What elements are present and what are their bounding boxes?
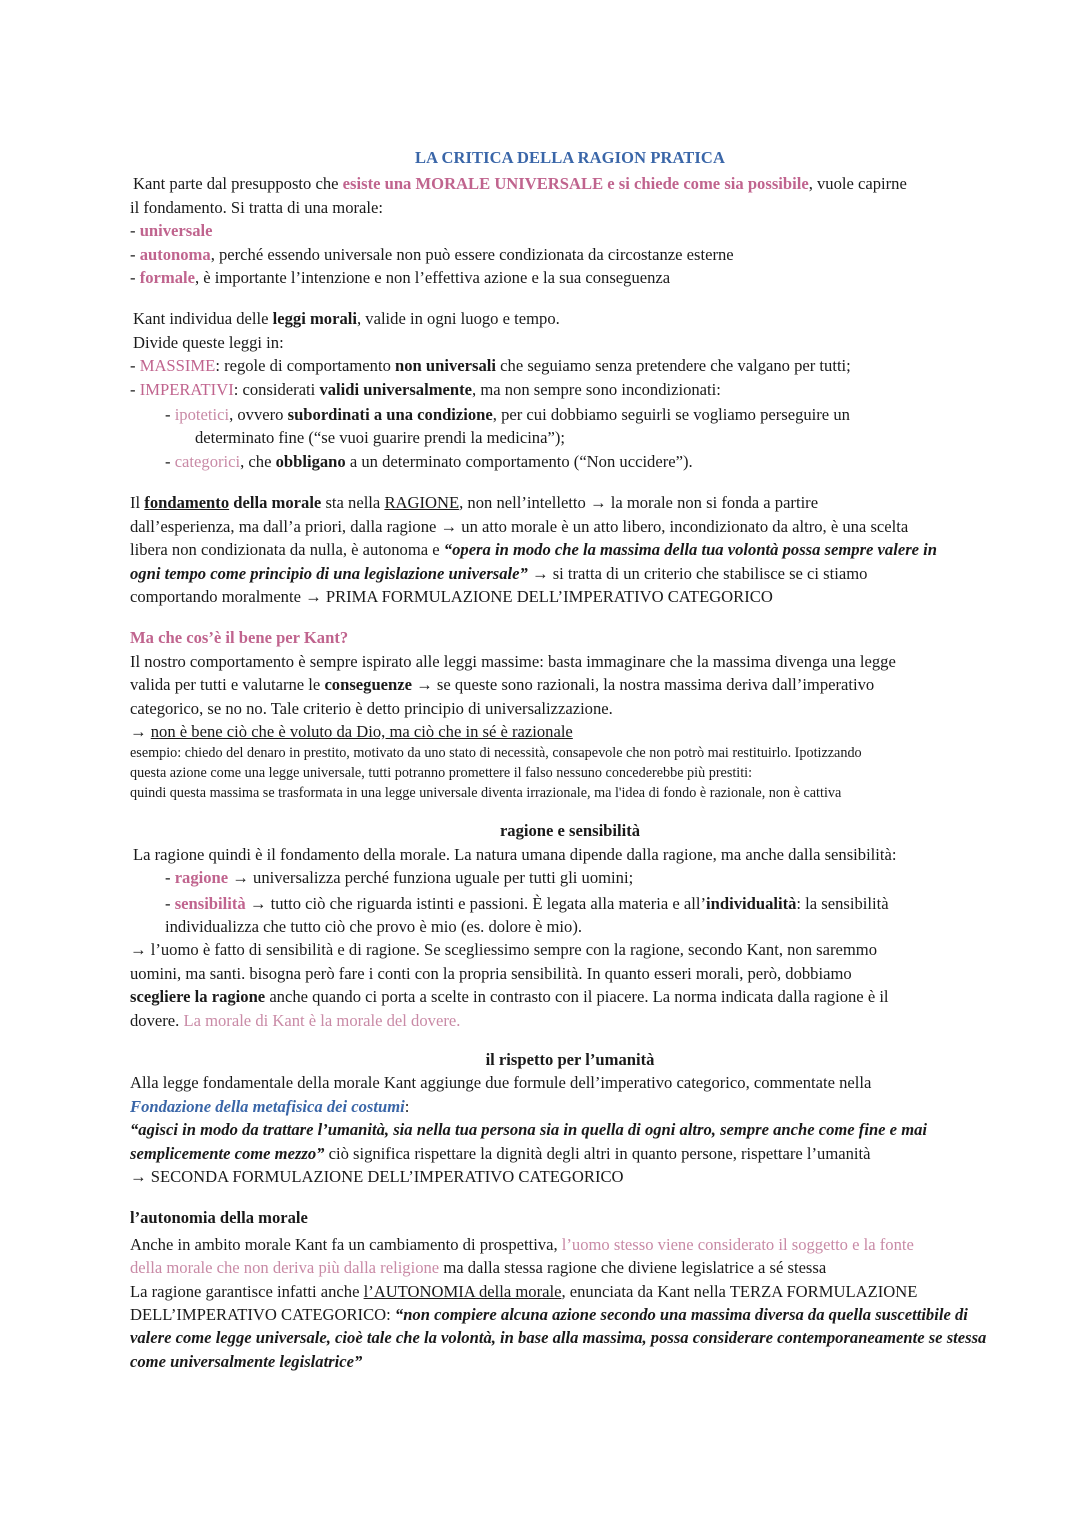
paragraph-line xyxy=(130,985,1010,1008)
paragraph-line: Il nostro comportamento è sempre ispirato alle leggi massime: basta immaginare che la massima divenga una legge xyxy=(130,651,896,671)
section-heading: ragione e sensibilità xyxy=(499,821,641,841)
highlight-text: l’uomo stesso viene considerato il soggetto e la fonte xyxy=(561,1234,914,1254)
list-item: - IMPERATIVI: considerati validi universalmente, ma non sempre sono incondizionati: xyxy=(130,379,721,399)
paragraph-line: categorico, se no no. Tale criterio è detto principio di universalizzazione. xyxy=(130,698,613,718)
text: : la sensibilità xyxy=(796,893,889,913)
text: Anche in ambito morale Kant fa un cambiamento di prospettiva, xyxy=(130,1234,562,1254)
document-page xyxy=(130,146,1010,1373)
keyword: formale xyxy=(139,268,195,288)
keyword: MASSIME xyxy=(139,356,216,376)
paragraph-line xyxy=(130,1280,1010,1303)
underlined-bold: fondamento xyxy=(144,493,230,513)
highlight-text: della morale che non deriva più dalla religione xyxy=(130,1258,440,1278)
text: → universalizza perché funziona uguale per tutti gli uomini; xyxy=(228,868,634,888)
text: , valide in ogni luogo e tempo. xyxy=(356,309,560,329)
text: , è importante l’intenzione e non l’effettiva azione e la sua conseguenza xyxy=(194,268,671,288)
paragraph-line xyxy=(130,673,1010,696)
text: dovere. xyxy=(130,1010,184,1030)
underlined-text: RAGIONE xyxy=(384,493,460,513)
text: : regole di comportamento xyxy=(215,356,396,376)
quote-line: “agisci in modo da trattare l’umanità, sia nella tua persona sia in quella di ogni altro, sempre anche come fine e mai xyxy=(130,1120,928,1140)
bold-text: obbligano xyxy=(275,451,346,471)
paragraph-line xyxy=(130,491,1010,514)
keyword: ragione xyxy=(174,868,229,888)
highlight-text: La morale di Kant è la morale del dovere. xyxy=(183,1010,461,1030)
text: ma dalla stessa ragione che diviene legislatrice a sé stessa xyxy=(439,1258,827,1278)
text: ciò significa rispettare la dignità degli altri in quanto persone, rispettare l’umanità xyxy=(324,1143,871,1163)
text: , per cui dobbiamo seguirli se vogliamo perseguire un xyxy=(492,405,850,425)
sensibilita-section xyxy=(130,819,1010,1032)
quote-text: ogni tempo come principio di una legislazione universale” xyxy=(130,563,528,583)
list-item-cont: individualizza che tutto ciò che provo è mio (es. dolore è mio). xyxy=(165,916,583,936)
text: Kant parte dal presupposto che xyxy=(133,174,343,194)
paragraph-line xyxy=(130,1233,1010,1256)
text: DELL’IMPERATIVO CATEGORICO: xyxy=(130,1305,395,1325)
section-heading: il rispetto per l’umanità xyxy=(485,1050,655,1069)
paragraph-line xyxy=(130,1142,1010,1165)
sub-list-item: - categorici, che obbligano a un determinato comportamento (“Non uccidere”). xyxy=(165,451,693,471)
underlined-text: l’AUTONOMIA della morale xyxy=(363,1281,562,1301)
paragraph-line: dall’esperienza, ma dall’a priori, dalla ragione → un atto morale è un atto libero, incondizionato da altro, è una scelta xyxy=(130,516,909,536)
list-item: - formale, è importante l’intenzione e non l’effettiva azione e la sua conseguenza xyxy=(130,268,671,288)
quote-line: come universalmente legislatrice” xyxy=(130,1351,363,1371)
bold-text: della morale xyxy=(229,493,322,513)
text: , non nell’intelletto → la morale non si fonda a partire xyxy=(459,493,819,513)
example-line: quindi questa massima se trasformata in una legge universale diventa irrazionale, ma l'idea di fondo è razionale, non è cattiva xyxy=(130,785,842,802)
laws-line-2: Divide queste leggi in: xyxy=(133,332,284,352)
paragraph-line xyxy=(130,1303,1010,1326)
intro-section xyxy=(130,172,1010,289)
quote-text: “opera in modo che la massima della tua volontà possa sempre valere in xyxy=(443,540,937,560)
bold-text: subordinati a una condizione xyxy=(287,405,493,425)
text: , perché essendo universale non può essere condizionata da circostanze esterne xyxy=(210,244,734,264)
bold-text: individualità xyxy=(706,893,797,913)
paragraph-line xyxy=(130,562,1010,585)
autonomia-section xyxy=(130,1206,1010,1373)
text: → xyxy=(130,721,151,741)
text: Kant individua delle xyxy=(133,309,273,329)
section-question: Ma che cos’è il bene per Kant? xyxy=(130,628,349,648)
quote-line: valere come legge universale, cioè tale che la volontà, in base alla massima, possa considerare contemporaneamente se stessa xyxy=(130,1328,987,1348)
paragraph-line xyxy=(130,720,1010,743)
page-title: LA CRITICA DELLA RAGION PRATICA xyxy=(415,148,725,167)
list-item: - MASSIME: regole di comportamento non universali che seguiamo senza pretendere che valgano per tutti; xyxy=(130,356,851,376)
list-item: - universale xyxy=(130,221,213,241)
keyword: sensibilità xyxy=(174,893,246,913)
text: , ovvero xyxy=(229,405,288,425)
paragraph-line xyxy=(130,538,1010,561)
quote-text: semplicemente come mezzo” xyxy=(130,1143,325,1163)
paragraph-line xyxy=(130,1009,1010,1032)
text: che seguiamo senza pretendere che valgano per tutti; xyxy=(496,356,851,376)
text: , ma non sempre sono incondizionati: xyxy=(472,379,721,399)
book-title: Fondazione della metafisica dei costumi xyxy=(130,1096,405,1116)
keyword: universale xyxy=(139,221,213,241)
bold-text: validi universalmente xyxy=(319,379,473,399)
keyword: categorici xyxy=(174,451,241,471)
text: valida per tutti e valutarne le xyxy=(130,675,325,695)
keyword: ipotetici xyxy=(174,405,230,425)
sub-list-item: - ipotetici, ovvero subordinati a una condizione, per cui dobbiamo seguirli se vogliamo perseguire un xyxy=(165,405,850,425)
section-heading: l’autonomia della morale xyxy=(130,1208,308,1228)
intro-line-2: il fondamento. Si tratta di una morale: xyxy=(130,197,383,217)
example-line: questa azione come una legge universale, tutti potranno promettere il falso nessuno concederebbe più prestiti: xyxy=(130,765,753,782)
keyword: IMPERATIVI xyxy=(139,379,234,399)
paragraph-line: → l’uomo è fatto di sensibilità e di ragione. Se scegliessimo sempre con la ragione, secondo Kant, non saremmo xyxy=(130,940,877,960)
bold-text: conseguenze xyxy=(324,675,413,695)
text: anche quando ci porta a scelte in contrasto con il piacere. La norma indicata dalla ragione è il xyxy=(265,987,889,1007)
underlined-text: non è bene ciò che è voluto da Dio, ma ciò che in sé è razionale xyxy=(150,721,573,741)
text: : xyxy=(404,1096,410,1116)
text: La ragione garantisce infatti anche xyxy=(130,1281,364,1301)
text: → tutto ciò che riguarda istinti e passioni. È legata alla materia e all’ xyxy=(245,893,707,913)
paragraph-line xyxy=(130,1256,1010,1279)
text: , vuole capirne xyxy=(808,174,907,194)
text: , che xyxy=(240,451,276,471)
keyword: autonoma xyxy=(139,244,211,264)
laws-section xyxy=(130,307,1010,473)
list-item: - autonoma, perché essendo universale non può essere condizionata da circostanze esterne xyxy=(130,244,734,264)
text: a un determinato comportamento (“Non uccidere”). xyxy=(345,451,693,471)
paragraph-line xyxy=(130,1095,1010,1118)
bold-text: scegliere la ragione xyxy=(130,987,266,1007)
text: → si tratta di un criterio che stabilisce se ci stiamo xyxy=(527,563,868,583)
paragraph-line: La ragione quindi è il fondamento della morale. La natura umana dipende dalla ragione, ma anche dalla sensibilità: xyxy=(133,844,897,864)
text: → se queste sono razionali, la nostra massima deriva dall’imperativo xyxy=(412,675,875,695)
quote-text: “non compiere alcuna azione secondo una massima diversa da quella suscettibile di xyxy=(394,1305,968,1325)
paragraph-line: uomini, ma santi. bisogna però fare i conti con la propria sensibilità. In quanto esseri morali, però, dobbiamo xyxy=(130,963,852,983)
text: libera non condizionata da nulla, è autonoma e xyxy=(130,540,444,560)
text: Il xyxy=(130,493,145,513)
paragraph-line: Alla legge fondamentale della morale Kant aggiunge due formule dell’imperativo categorico, commentate nella xyxy=(130,1073,872,1093)
bold-text: non universali xyxy=(395,356,497,376)
example-line: esempio: chiedo del denaro in prestito, motivato da uno stato di necessità, consapevole che non potrò mai restituirlo. Ipotizzando xyxy=(130,745,862,762)
bold-text: leggi morali xyxy=(272,309,357,329)
fondamento-section xyxy=(130,491,1010,608)
list-item: - ragione → universalizza perché funziona uguale per tutti gli uomini; xyxy=(165,868,634,888)
paragraph-line: → SECONDA FORMULAZIONE DELL’IMPERATIVO CATEGORICO xyxy=(130,1167,624,1187)
text: sta nella xyxy=(321,493,385,513)
text: , enunciata da Kant nella TERZA FORMULAZIONE xyxy=(561,1281,918,1301)
bene-section xyxy=(130,626,1010,803)
text: : considerati xyxy=(233,379,320,399)
intro-line-1 xyxy=(133,172,1010,195)
list-item: - sensibilità → tutto ciò che riguarda istinti e passioni. È legata alla materia e all’individualità: la sensibilità xyxy=(165,893,889,913)
paragraph-line: comportando moralmente → PRIMA FORMULAZIONE DELL’IMPERATIVO CATEGORICO xyxy=(130,586,773,606)
sub-list-item-cont: determinato fine (“se vuoi guarire prendi la medicina”); xyxy=(195,428,565,448)
rispetto-section xyxy=(130,1048,1010,1188)
highlight-text: esiste una MORALE UNIVERSALE e si chiede come sia possibile xyxy=(342,174,809,194)
laws-line-1 xyxy=(133,307,1010,330)
